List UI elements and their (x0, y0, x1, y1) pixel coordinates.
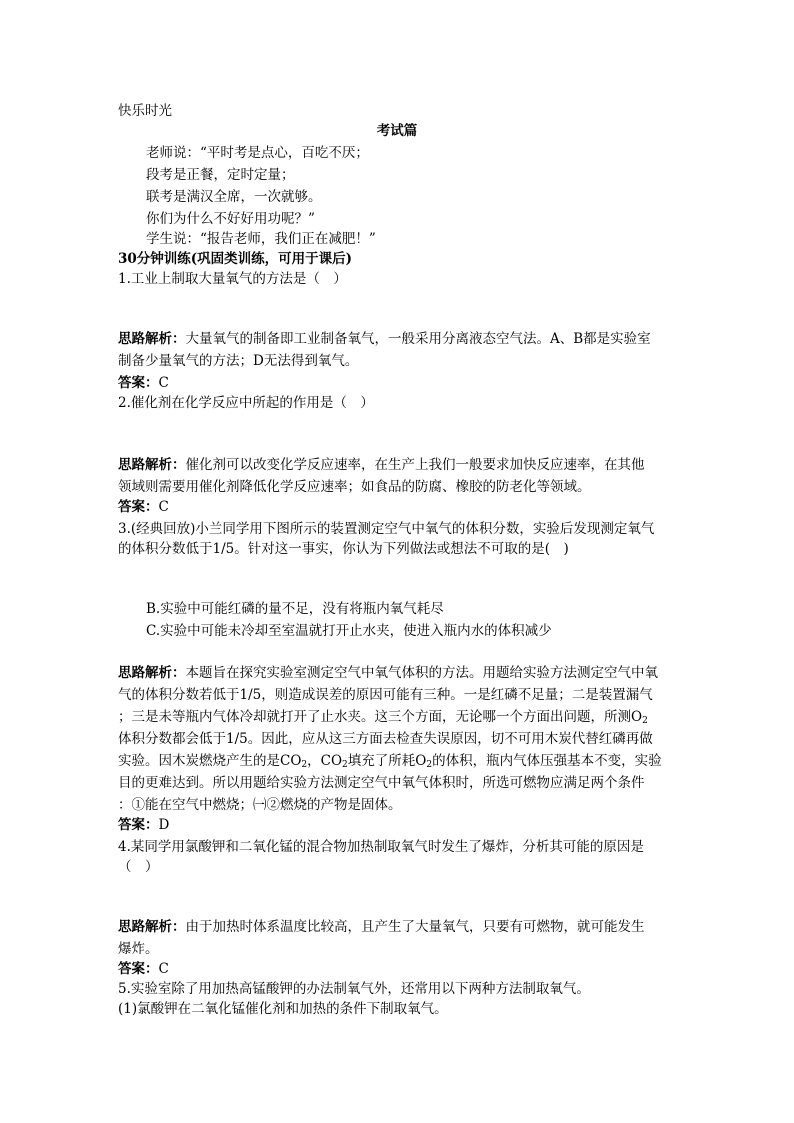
analysis-text: 的体积，瓶内气体压强基本不变，实验 (432, 753, 662, 769)
q3-analysis-cont: 体积分数都会低于1/5。因此，应从这三方面去检查失误原因，切不可用木炭代替红磷再做 (118, 731, 653, 747)
joke-title: 考试篇 (376, 123, 418, 139)
subscript: 2 (301, 760, 308, 770)
q5-part-1: (1)氯酸钾在二氧化锰催化剂和加热的条件下制取氧气。 (118, 1001, 448, 1017)
q3-analysis-cont (118, 750, 662, 772)
q1-answer (118, 372, 169, 394)
analysis-text: ；三是未等瓶内气体冷却就打开了止水夹。这三个方面，无论哪一个方面出问题，所测O (118, 709, 643, 725)
analysis-label: 思路解析： (118, 457, 186, 473)
q3-stem: 3.(经典回放)小兰同学用下图所示的装置测定空气中氧气的体积分数，实验后发现测定氧气 (118, 521, 655, 537)
q4-stem: 4.某同学用氯酸钾和二氧化锰的混合物加热制取氧气时发生了爆炸，分析其可能的原因是 (118, 839, 644, 855)
q2-analysis (118, 454, 645, 476)
answer-value: D (158, 817, 170, 833)
analysis-text: 大量氧气的制备即工业制备氧气，一般采用分离液态空气法。A、B都是实验室 (185, 331, 651, 347)
analysis-text: 填充了所耗O (347, 753, 427, 769)
analysis-text: 由于加热时体系温度比较高，且产生了大量氧气，只要有可燃物，就可能发生 (185, 919, 645, 935)
joke-line: 老师说：“平时考是点心，百吃不厌； (146, 145, 369, 161)
header-label: 快乐时光 (118, 103, 172, 119)
q3-analysis (118, 662, 658, 684)
analysis-text: ，CO (307, 753, 343, 769)
q2-stem: 2.催化剂在化学反应中所起的作用是（ ） (118, 395, 374, 411)
q3-stem-cont: 的体积分数低于1/5。针对这一事实，你认为下列做法或想法不可取的是( ) (118, 541, 569, 557)
analysis-text: 实验。因木炭燃烧产生的是CO (118, 753, 302, 769)
joke-line: 学生说：“报告老师，我们正在减肥！” (146, 231, 376, 247)
q3-option-c: C.实验中可能未冷却至室温就打开止水夹，使进入瓶内水的体积减少 (146, 623, 552, 639)
q1-stem: 1.工业上制取大量氧气的方法是（ ） (118, 271, 347, 287)
q3-analysis-cont: ：①能在空气中燃烧；㈠②燃烧的产物是固体。 (118, 797, 402, 813)
q2-analysis-cont: 领域则需要用催化剂降低化学反应速率；如食品的防腐、橡胶的防老化等领域。 (118, 479, 591, 495)
answer-label: 答案： (118, 375, 159, 391)
answer-value: C (158, 499, 169, 515)
q4-analysis (118, 916, 645, 938)
subscript: 2 (342, 760, 348, 770)
joke-line: 段考是正餐，定时定量； (146, 167, 295, 183)
subscript: 2 (642, 716, 648, 726)
q3-analysis-cont (118, 706, 648, 728)
q3-answer (118, 814, 169, 836)
q1-analysis (118, 328, 651, 350)
joke-line: 联考是满汉全席，一次就够。 (146, 189, 322, 205)
q4-answer (118, 958, 169, 980)
q3-analysis-cont: 目的更难达到。所以用题给实验方法测定空气中氧气体积时，所选可燃物应满足两个条件 (118, 775, 645, 791)
q4-analysis-cont: 爆炸。 (118, 941, 159, 957)
answer-value: C (158, 375, 169, 391)
analysis-text: 本题旨在探究实验室测定空气中氧气体积的方法。用题给实验方法测定空气中氧 (185, 665, 658, 681)
analysis-label: 思路解析： (118, 665, 186, 681)
analysis-label: 思路解析： (118, 331, 186, 347)
joke-line: 你们为什么不好好用功呢？” (146, 211, 315, 227)
answer-label: 答案： (118, 817, 159, 833)
analysis-text: 催化剂可以改变化学反应速率，在生产上我们一般要求加快反应速率，在其他 (185, 457, 645, 473)
answer-label: 答案： (118, 961, 159, 977)
q3-option-b: B.实验中可能红磷的量不足，没有将瓶内氧气耗尽 (146, 601, 444, 617)
q2-answer (118, 496, 169, 518)
analysis-label: 思路解析： (118, 919, 186, 935)
section-title: 30分钟训练(巩固类训练，可用于课后) (118, 251, 353, 267)
answer-value: C (158, 961, 169, 977)
q5-stem: 5.实验室除了用加热高锰酸钾的办法制氧气外，还常用以下两种方法制取氧气。 (118, 981, 590, 997)
q3-analysis-cont: 气的体积分数若低于1/5，则造成误差的原因可能有三种。一是红磷不足量；二是装置漏气 (118, 687, 653, 703)
subscript: 2 (426, 760, 433, 770)
q4-stem-cont: （ ） (118, 859, 159, 875)
answer-label: 答案： (118, 499, 159, 515)
q1-analysis-cont: 制备少量氧气的方法；D无法得到氧气。 (118, 353, 359, 369)
